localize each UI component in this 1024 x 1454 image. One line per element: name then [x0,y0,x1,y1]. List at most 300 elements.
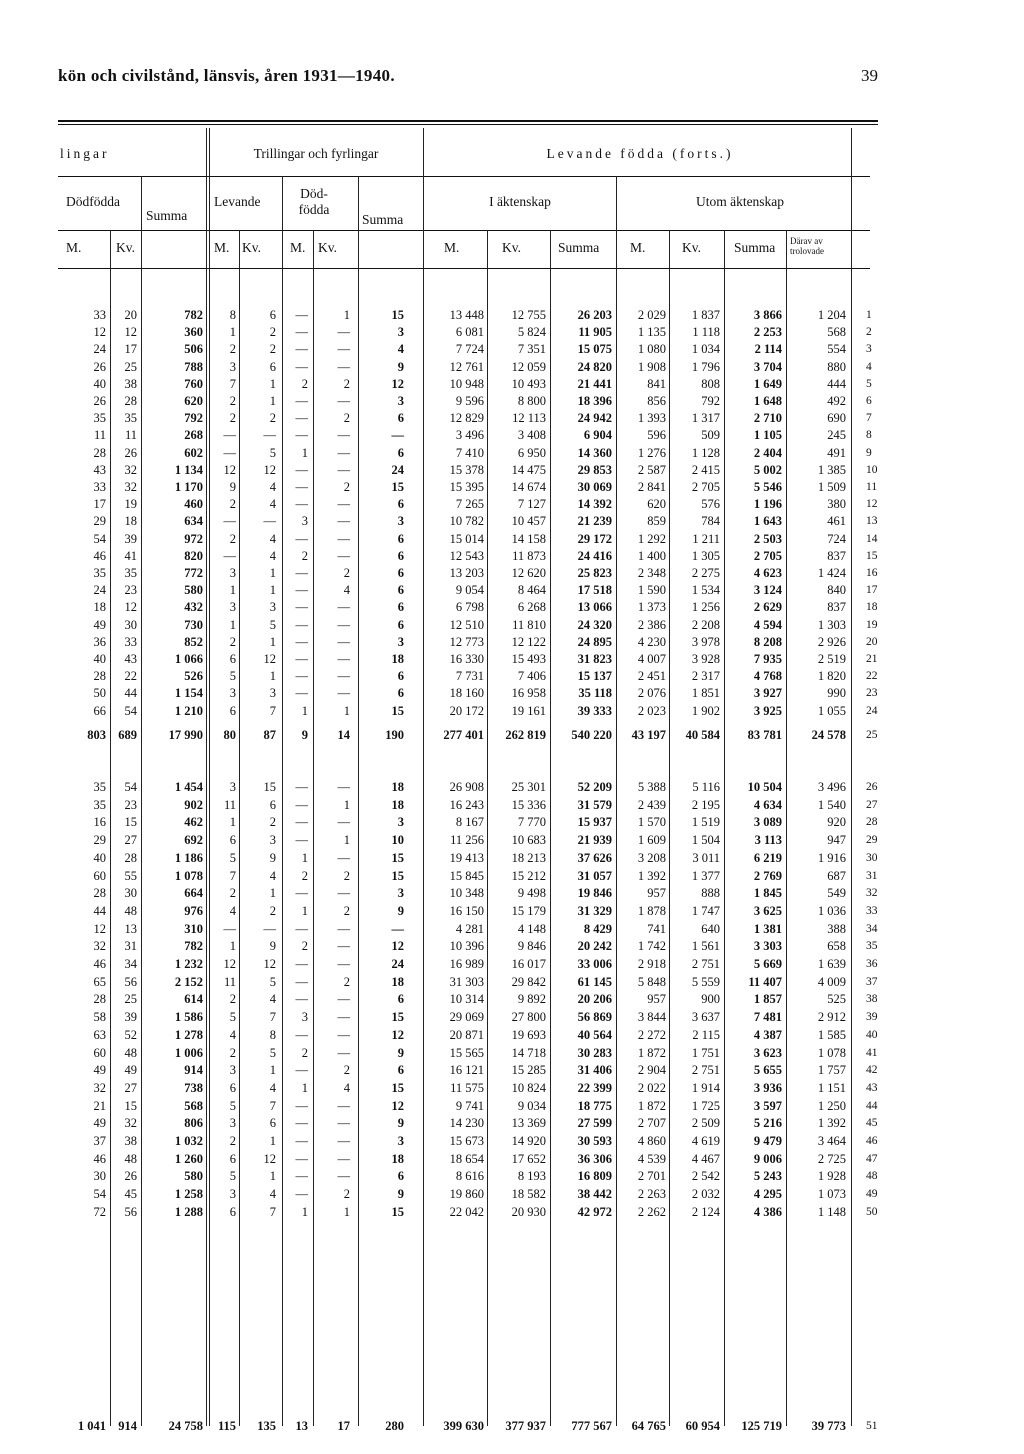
table-cell: 1 258 [174,1187,203,1202]
row-number: 15 [866,549,878,562]
table-cell: 43 [124,652,137,666]
table-cell: 115 [217,1419,236,1433]
table-cell: 1 036 [817,903,846,918]
table-cell: 3 [301,514,308,529]
table-cell: 43 197 [631,728,666,742]
table-cell: 2 629 [753,600,782,615]
table-cell: 3 [301,1010,308,1025]
table-cell: 15 673 [449,1134,484,1148]
row-number: 6 [866,395,872,407]
row-number: 31 [866,869,878,882]
table-cell: 22 042 [449,1204,484,1219]
table-cell: 15 [391,480,404,494]
table-cell: 28 [124,394,137,408]
table-cell: 15 137 [577,669,612,684]
row-number: 10 [866,463,878,476]
table-cell: 12 773 [449,634,484,649]
table-cell: 16 [93,815,106,830]
table-cell: 18 [391,780,404,794]
table-cell: 15 [391,1080,404,1095]
row-number: 30 [866,851,878,864]
header-darav-trolovade: Därav av trolovade [790,236,824,256]
row-number: 47 [866,1152,878,1165]
row-number: 4 [866,360,872,373]
table-cell: 1 [269,669,276,684]
table-cell: 2 [229,394,236,408]
row-number: 32 [866,887,878,900]
table-cell: 4 007 [637,652,666,666]
table-cell: 1 534 [691,583,720,598]
table-cell: 28 [124,850,137,865]
table-cell: 2 [269,411,276,426]
table-cell: 1 210 [174,703,203,718]
table-cell: 29 842 [511,974,546,989]
table-cell: — [295,583,308,598]
header-kv-1: Kv. [116,240,135,255]
table-cell: — [295,686,308,701]
row-number: 22 [866,670,878,683]
table-cell: 1 [229,939,236,954]
table-cell: 2 904 [637,1063,666,1078]
table-cell: 7 127 [517,497,546,512]
table-cell: 1 [269,634,276,649]
table-cell: 664 [184,886,203,901]
table-cell: 947 [827,833,846,848]
table-cell: 526 [184,669,203,684]
table-cell: 18 [124,514,137,529]
table-cell: 4 387 [753,1027,782,1042]
table-cell: 3 089 [753,815,782,830]
table-cell: 2 841 [637,480,666,494]
table-cell: 6 219 [753,850,782,865]
row-number: 2 [866,326,872,339]
table-cell: 44 [124,686,137,701]
table-cell: 2 [229,634,236,649]
table-cell: 2 451 [637,669,666,684]
table-cell: 5 546 [753,480,782,494]
table-cell: 6 [397,600,404,615]
table-cell: 6 [269,308,276,322]
table-cell: 888 [701,886,720,901]
table-cell: 54 [124,703,137,718]
table-cell: 35 [93,780,106,794]
table-cell: 2 348 [637,566,666,580]
table-cell: 40 564 [577,1027,612,1042]
table-cell: 792 [701,394,720,408]
table-cell: — [337,359,350,374]
table-cell: 16 150 [449,903,484,918]
table-cell: 462 [184,815,203,830]
table-cell: — [337,992,350,1007]
table-cell: 3 [397,394,404,408]
table-cell: 6 [397,992,404,1007]
table-cell: 1 276 [637,445,666,460]
table-cell: 48 [124,1045,137,1060]
table-cell: 26 [124,445,137,460]
header-group-lingar: lingar [60,146,110,161]
table-cell: 35 [93,566,106,580]
table-cell: — [295,1134,308,1148]
table-cell: 3 [397,1134,404,1148]
table-cell: 3 464 [817,1134,846,1148]
table-cell: 52 209 [577,780,612,794]
table-cell: 1 586 [174,1010,203,1025]
table-cell: 2 [343,974,350,989]
table-cell: 3 [269,600,276,615]
table-cell: 6 [397,411,404,426]
table-cell: 1 278 [174,1027,203,1042]
table-cell: 2 195 [691,797,720,812]
table-cell: 738 [184,1080,203,1095]
table-cell: 2 439 [637,797,666,812]
table-cell: 38 442 [577,1187,612,1202]
table-cell: 4 623 [753,566,782,580]
table-cell: — [263,921,276,936]
table-cell: 10 314 [449,992,484,1007]
table-cell: 34 [124,957,137,971]
table-cell: 61 145 [577,974,612,989]
table-cell: 6 [397,497,404,512]
table-cell: 2 [301,1045,308,1060]
table-cell: 1 751 [691,1045,720,1060]
row-number: 29 [866,834,878,847]
table-cell: 5 [229,669,236,684]
page-header [58,66,878,96]
table-cell: 580 [184,583,203,598]
table-cell: — [337,497,350,512]
table-cell: 245 [827,428,846,443]
table-cell: 15 [391,703,404,718]
table-cell: 2 076 [637,686,666,701]
table-cell: 6 950 [517,445,546,460]
table-cell: 24 942 [577,411,612,426]
table-cell: 377 937 [505,1419,546,1433]
header-levande: Levande [214,194,261,209]
table-cell: 15 285 [511,1063,546,1078]
table-cell: 15 336 [511,797,546,812]
table-cell: — [337,1010,350,1025]
row-number: 49 [866,1188,878,1201]
table-cell: 4 [269,480,276,494]
table-cell: 5 [229,850,236,865]
table-cell: 568 [827,325,846,340]
table-cell: 17 [93,497,106,512]
table-cell: 3 [397,634,404,649]
table-cell: 1 148 [817,1204,846,1219]
table-cell: 6 [229,1204,236,1219]
table-cell: 15 [391,850,404,865]
row-number: 50 [866,1205,878,1218]
table-cell: 792 [184,411,203,426]
table-cell: 1 561 [691,939,720,954]
table-cell: 23 [124,583,137,598]
table-cell: 2 751 [691,1063,720,1078]
table-cell: — [337,548,350,563]
header-rule-1 [58,176,870,177]
table-cell: 2 [269,815,276,830]
row-number: 20 [866,635,878,648]
table-cell: 24 758 [168,1419,203,1433]
table-cell: 18 [391,974,404,989]
table-cell: 782 [184,939,203,954]
row-number: 41 [866,1046,878,1059]
table-cell: 4 [229,903,236,918]
table-cell: 11 575 [450,1080,484,1095]
table-cell: 46 [93,957,106,971]
row-number: 33 [866,904,878,917]
table-cell: 3 928 [691,652,720,666]
table-cell: 14 360 [577,445,612,460]
table-cell: 2 262 [637,1204,666,1219]
table-cell: 2 317 [691,669,720,684]
table-cell: 6 798 [455,600,484,615]
table-cell: 31 057 [577,868,612,883]
table-cell: 5 216 [753,1116,782,1131]
table-cell: 12 761 [449,359,484,374]
table-cell: 1 377 [691,868,720,883]
table-cell: 3 [229,566,236,580]
table-cell: 30 283 [577,1045,612,1060]
table-cell: 3 [229,600,236,615]
table-cell: 6 [229,703,236,718]
table-cell: 1 292 [637,531,666,546]
table-cell: 614 [184,992,203,1007]
table-cell: — [337,325,350,340]
row-number: 14 [866,532,878,545]
table-cell: 1 034 [691,342,720,357]
table-cell: 8 [229,308,236,322]
table-cell: 2 [301,868,308,883]
table-cell: 8 616 [455,1169,484,1184]
table-cell: 54 [93,531,106,546]
table-cell: — [295,815,308,830]
table-cell: 12 [391,1098,404,1113]
table-cell: 9 596 [455,394,484,408]
table-cell: — [223,514,236,529]
table-cell: 5 [269,1045,276,1060]
table-cell: — [295,1187,308,1202]
table-cell: 5 824 [517,325,546,340]
table-cell: 35 [124,411,137,426]
table-cell: 27 800 [511,1010,546,1025]
table-cell: 6 [229,1080,236,1095]
table-cell: 602 [184,445,203,460]
table-cell: 12 113 [512,411,546,426]
table-cell: 1 381 [753,921,782,936]
table-cell: 15 565 [449,1045,484,1060]
table-cell: 12 [93,325,106,340]
table-cell: 18 [391,797,404,812]
table-cell: 15 [124,1098,137,1113]
table-cell: 1 [301,1204,308,1219]
table-cell: — [295,1169,308,1184]
table-cell: 6 [269,1116,276,1131]
table-cell: 1 288 [174,1204,203,1219]
row-number: 25 [866,729,878,741]
table-cell: 15 014 [449,531,484,546]
table-cell: — [337,514,350,529]
table-cell: — [337,1098,350,1113]
table-cell: — [295,921,308,936]
table-cell: 17 652 [511,1151,546,1166]
table-cell: 2 725 [817,1151,846,1166]
table-cell: 772 [184,566,203,580]
table-cell: 4 619 [691,1134,720,1148]
table-cell: 1 232 [174,957,203,971]
table-cell: — [295,634,308,649]
table-cell: 60 954 [685,1419,720,1433]
row-number: 3 [866,343,872,356]
table-cell: 6 [397,686,404,701]
table-cell: 902 [184,797,203,812]
table-cell: 31 823 [577,652,612,666]
table-cell: 45 [124,1187,137,1202]
row-number: 44 [866,1099,878,1112]
table-cell: 4 539 [637,1151,666,1166]
table-cell: 49 [93,1063,106,1078]
table-cell: 1 872 [637,1045,666,1060]
table-cell: 26 [124,1169,137,1184]
table-cell: 492 [827,394,846,408]
table-cell: 11 [223,797,236,812]
table-cell: 2 [229,342,236,357]
table-cell: — [337,462,350,477]
table-cell: 2 [229,411,236,426]
table-cell: 432 [184,600,203,615]
table-cell: — [337,886,350,901]
table-cell: — [391,921,404,936]
table-cell: 9 741 [455,1098,484,1113]
table-cell: 399 630 [443,1419,484,1433]
table-cell: 7 481 [753,1010,782,1025]
table-cell: 12 [391,376,404,391]
table-cell: 741 [647,921,666,936]
table-cell: 4 [269,1187,276,1202]
table-cell: 15 [391,1010,404,1025]
table-cell: 634 [184,514,203,529]
table-cell: 1 260 [174,1151,203,1166]
table-cell: 15 [263,780,276,794]
table-cell: 43 [93,462,106,477]
table-cell: 1 519 [691,815,720,830]
table-cell: 1 066 [174,652,203,666]
table-cell: 22 [124,669,137,684]
table-cell: 3 978 [691,634,720,649]
table-cell: 3 [397,514,404,529]
table-cell: 125 719 [741,1419,782,1433]
table-cell: 689 [118,728,137,742]
table-cell: — [295,1151,308,1166]
row-number: 12 [866,498,878,511]
table-cell: 29 [93,514,106,529]
table-cell: 29 172 [577,531,612,546]
table-cell: 31 329 [577,903,612,918]
table-cell: 30 [93,1169,106,1184]
table-cell: — [337,342,350,357]
table-cell: 19 846 [577,886,612,901]
table-cell: — [295,1116,308,1131]
table-cell: 2 [229,886,236,901]
table-cell: 29 069 [449,1010,484,1025]
table-cell: — [337,1045,350,1060]
table-cell: 806 [184,1116,203,1131]
table-cell: 13 369 [511,1116,546,1131]
table-cell: 17 [337,1419,350,1433]
row-number: 24 [866,704,878,717]
table-cell: 27 [124,833,137,848]
table-cell: 6 [397,583,404,598]
table-cell: 549 [827,886,846,901]
table-cell: 190 [385,728,404,742]
table-cell: — [295,600,308,615]
table-cell: 1 006 [174,1045,203,1060]
table-cell: 21 239 [577,514,612,529]
table-cell: 35 118 [578,686,612,701]
header-summa-2: Summa [362,212,404,227]
table-cell: 6 [269,359,276,374]
table-cell: 49 [93,617,106,632]
table-cell: 9 [397,1187,404,1202]
table-cell: 33 [93,480,106,494]
table-cell: 554 [827,342,846,357]
table-cell: 2 [343,903,350,918]
table-cell: 900 [701,992,720,1007]
table-cell: 784 [701,514,720,529]
table-cell: 2 023 [637,703,666,718]
table-cell: 4 [269,868,276,883]
table-cell: — [295,992,308,1007]
table-cell: 1 609 [637,833,666,848]
table-cell: 1 [343,703,350,718]
table-cell: 20 930 [511,1204,546,1219]
table-cell: 1 [301,903,308,918]
table-cell: — [295,462,308,477]
row-number: 23 [866,687,878,700]
table-cell: 4 634 [753,797,782,812]
table-cell: 2 [301,548,308,563]
table-cell: 1 570 [637,815,666,830]
table-cell: — [295,886,308,901]
table-cell: 2 [269,903,276,918]
table-cell: 1 796 [691,359,720,374]
table-cell: 3 936 [753,1080,782,1095]
header-group-trillingar: Trillingar och fyrlingar [253,146,379,161]
row-number: 46 [866,1135,878,1147]
table-cell: 14 230 [449,1116,484,1131]
table-cell: 4 [269,531,276,546]
table-cell: 12 620 [511,566,546,580]
table-cell: 576 [701,497,720,512]
table-cell: 39 [124,531,137,546]
table-cell: 1 055 [817,703,846,718]
table-cell: 87 [263,728,276,742]
table-cell: 4 295 [753,1187,782,1202]
table-cell: 5 [269,445,276,460]
table-cell: 1 [229,815,236,830]
table-cell: 1 [301,850,308,865]
table-cell: 1 585 [817,1027,846,1042]
table-cell: 1 154 [174,686,203,701]
table-cell: 5 [269,974,276,989]
table-cell: 957 [647,886,666,901]
table-cell: 20 871 [449,1027,484,1042]
table-cell: 856 [647,394,666,408]
table-cell: 15 [391,308,404,322]
table-cell: 26 908 [449,780,484,794]
divider [209,128,210,1426]
table-cell: 1 [269,886,276,901]
table-cell: 28 [93,992,106,1007]
